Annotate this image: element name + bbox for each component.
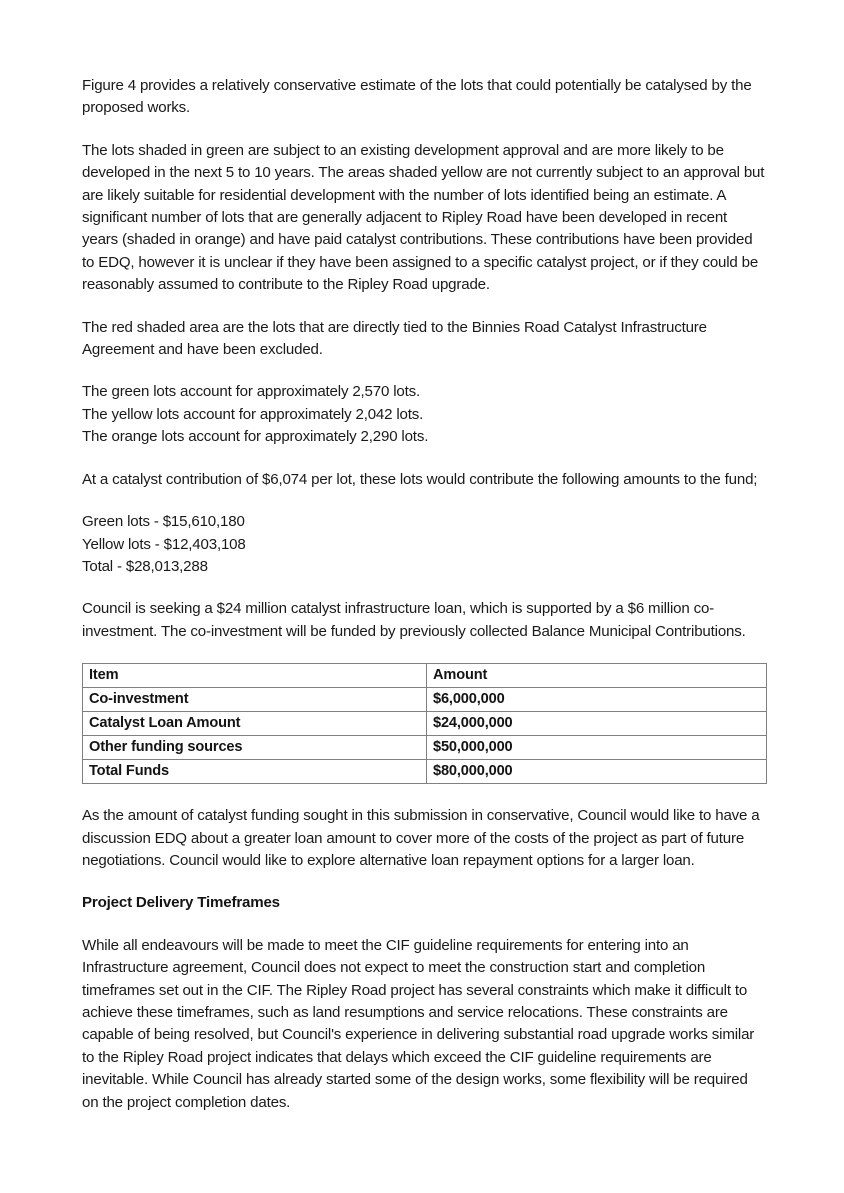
contribution-total-yellow: Yellow lots - $12,403,108 (82, 535, 246, 553)
cell-item: Other funding sources (83, 736, 427, 760)
lot-count-orange: The orange lots account for approximately 2,290 lots. (82, 428, 429, 446)
cell-amount: $24,000,000 (427, 712, 767, 736)
table-row (83, 736, 767, 760)
table-row (83, 760, 767, 784)
table-row (83, 688, 767, 712)
paragraph-conservative-funding: As the amount of catalyst funding sought in this submission in conservative, Council would like to have a discussion EDQ about a greater loan amount to cover more of the costs of the project as part of future negotiations. Council would like to explore alternative loan repayment options for a larger loan. (82, 807, 760, 869)
cell-amount: $6,000,000 (427, 688, 767, 712)
lot-count-green: The green lots account for approximately 2,570 lots. (82, 383, 420, 401)
cell-amount: $80,000,000 (427, 760, 767, 784)
contribution-totals-list (82, 511, 766, 578)
cell-item: Total Funds (83, 760, 427, 784)
cell-amount: $50,000,000 (427, 736, 767, 760)
paragraph-shading-explanation: The lots shaded in green are subject to an existing development approval and are more likely to be developed in the next 5 to 10 years. The areas shaded yellow are not currently subject to an approval but are likely suitable for residential development with the number of lots identified being an estimate. A significant number of lots that are generally adjacent to Ripley Road have been developed in recent years (shaded in orange) and have paid catalyst contributions. These contributions have been provided to EDQ, however it is unclear if they have been assigned to a specific catalyst project, or if they could be reasonably assumed to contribute to the Ripley Road upgrade. (82, 141, 765, 294)
paragraph-timeframes-body: While all endeavours will be made to meet the CIF guideline requirements for entering into an Infrastructure agreement, Council does not expect to meet the construction start and completion timeframes set out in the CIF. The Ripley Road project has several constraints which make it difficult to achieve these timeframes, such as land resumptions and service relocations. These constraints are capable of being resolved, but Council's experience in delivering substantial road upgrade works similar to the Ripley Road project indicates that delays which exceed the CIF guideline requirements are inevitable. While Council has already started some of the design works, some flexibility will be required on the project completion dates. (82, 936, 755, 1111)
contribution-total-all: Total - $28,013,288 (82, 557, 208, 575)
table-row (83, 712, 767, 736)
funding-table (82, 663, 767, 784)
table-header-row (83, 664, 767, 688)
column-header-item: Item (83, 664, 427, 688)
cell-item: Co-investment (83, 688, 427, 712)
paragraph-red-area: The red shaded area are the lots that are directly tied to the Binnies Road Catalyst Infrastructure Agreement and have been excluded. (82, 318, 707, 359)
lot-count-yellow: The yellow lots account for approximately 2,042 lots. (82, 405, 424, 423)
paragraph-intro: Figure 4 provides a relatively conservative estimate of the lots that could potentially be catalysed by the proposed works. (82, 77, 752, 117)
lot-counts-list (82, 381, 766, 448)
heading-project-delivery-timeframes: Project Delivery Timeframes (82, 894, 280, 912)
paragraph-loan-request: Council is seeking a $24 million catalyst infrastructure loan, which is supported by a $6 million co-investment. The co-investment will be funded by previously collected Balance Municipal Contributions. (82, 600, 746, 640)
paragraph-contribution-rate: At a catalyst contribution of $6,074 per lot, these lots would contribute the following amounts to the fund; (82, 470, 758, 488)
cell-item: Catalyst Loan Amount (83, 712, 427, 736)
column-header-amount: Amount (427, 664, 767, 688)
contribution-total-green: Green lots - $15,610,180 (82, 513, 245, 531)
funding-table-body (83, 664, 767, 784)
